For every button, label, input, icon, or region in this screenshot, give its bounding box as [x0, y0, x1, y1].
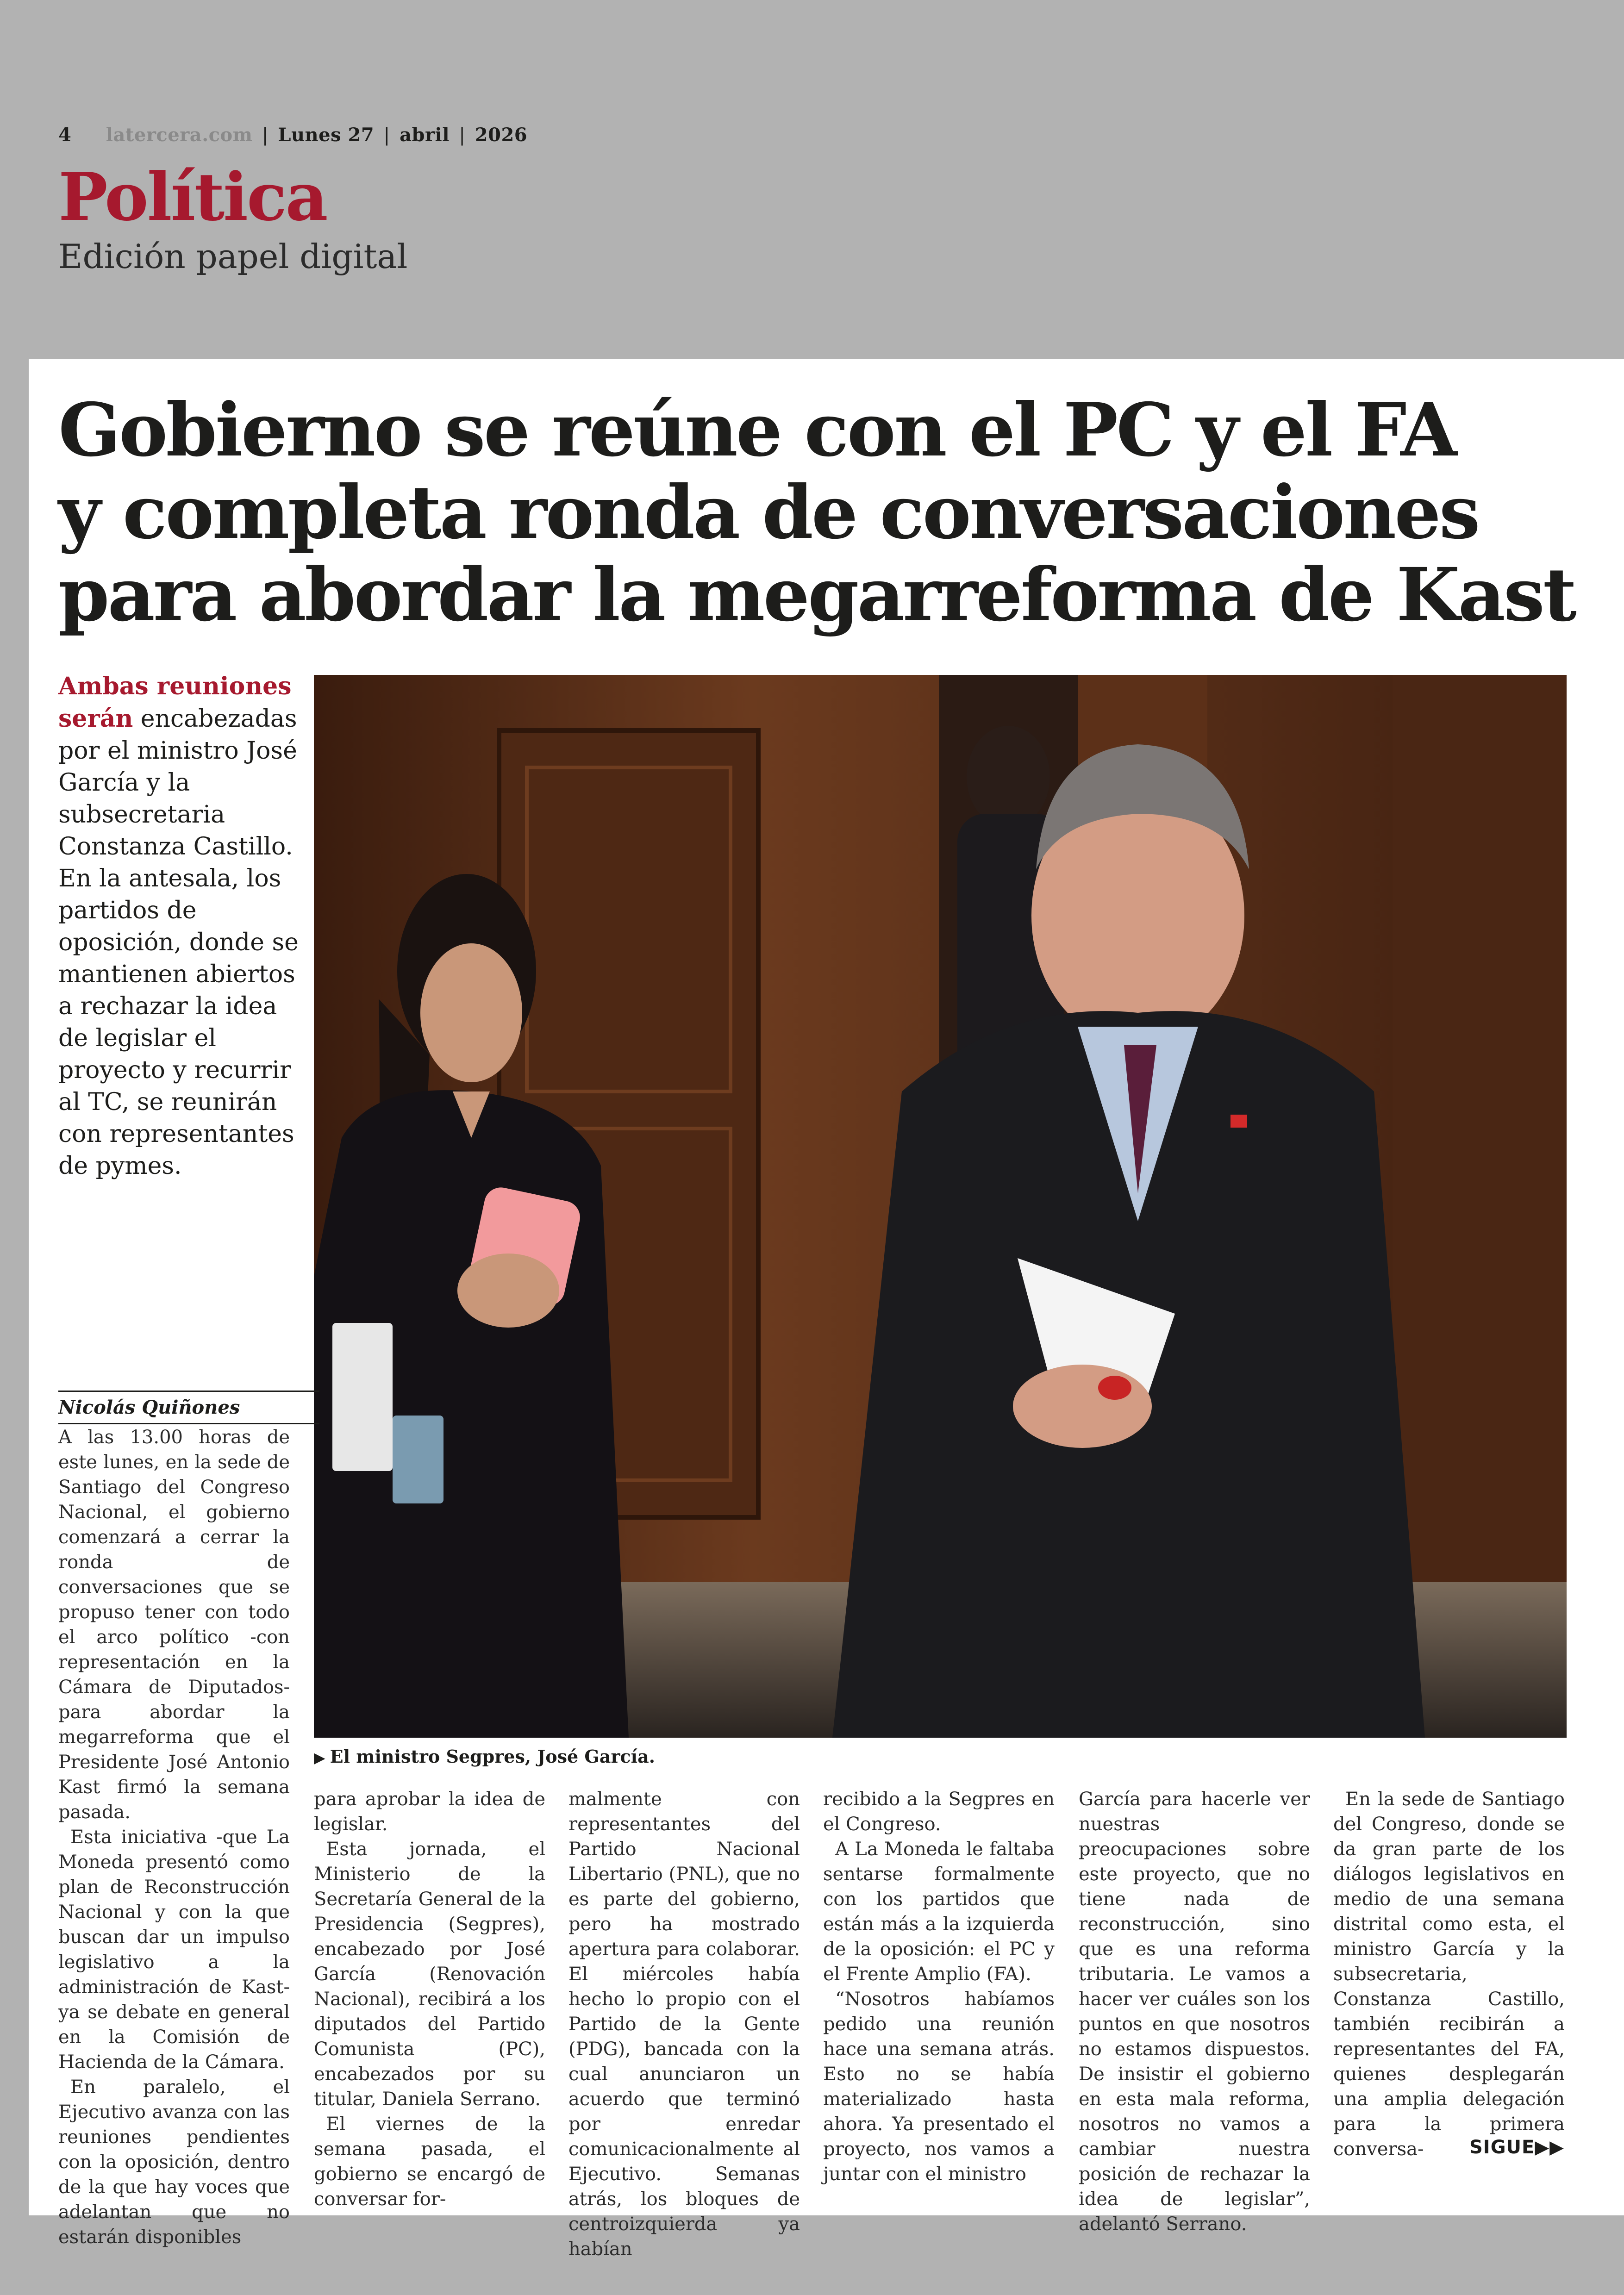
body-paragraph: Esta jornada, el Ministerio de la Secretaría General de la Presidencia (Segpres), encabezado por José García (Renovación Nacional), recibirá a los diputados del Partido Comunista (PC), encabezados por su titular, Daniela Serrano. [314, 1839, 545, 2110]
date-month: abril [400, 124, 450, 146]
edition-label: Edición papel digital [58, 237, 408, 276]
standfirst-lead: Ambas reuniones serán [58, 672, 292, 733]
page-number: 4 [58, 124, 72, 146]
body-paragraph: “Nosotros habíamos pedido una reunión hace una semana atrás. Esto no se había materializado hasta ahora. Ya presentado el proyecto, nos vamos a juntar con el ministro [823, 1989, 1055, 2185]
site-name[interactable]: latercera.com [106, 124, 253, 146]
caption-text: El ministro Segpres, José García. [330, 1746, 655, 1767]
newspaper-page [29, 359, 1624, 2260]
body-paragraph: para aprobar la idea de legislar. [314, 1789, 545, 1835]
photo-illustration [314, 675, 1567, 1738]
body-paragraph: El viernes de la semana pasada, el gobierno se encargó de conversar for- [314, 2114, 545, 2210]
byline-rule-bottom [58, 1423, 319, 1424]
standfirst-text: encabezadas por el ministro José García y la subsecretaria Constanza Castillo. En la antesala, los partidos de oposición, donde se mantienen abiertos a rechazar la idea de legislar el proyecto y recurrir al TC, se reunirán con representantes de pymes. [58, 705, 299, 1180]
body-paragraph: García para hacerle ver nuestras preocupaciones sobre este proyecto, que no tiene nada de reconstrucción, sino que es una reforma tributaria. Le vamos a hacer ver cuáles son los puntos en que nosotros no estamos dispuestos. De insistir el gobierno en esta mala reforma, nosotros no vamos a cambiar nuestra posición de rechazar la idea de legislar”, adelantó Serrano. [1079, 1789, 1310, 2235]
article-headline [58, 389, 1600, 636]
photo-caption [314, 1746, 1564, 1767]
byline: Nicolás Quiñones [58, 1397, 240, 1418]
date-year: 2026 [475, 124, 528, 146]
body-paragraph: En paralelo, el Ejecutivo avanza con las reuniones pendientes con la oposición, dentro de la que hay voces que adelantan que no estarán disponibles [58, 2077, 290, 2248]
body-column-4 [823, 1787, 1055, 2187]
headline-line: para abordar la megarreforma de Kast [58, 552, 1575, 638]
body-paragraph: Esta iniciativa -que La Moneda presentó como plan de Reconstrucción Nacional y con la que buscan dar un impulso legislativo a la administración de Kast- ya se debate en general en la Comisión de Hacienda de la Cámara. [58, 1827, 290, 2073]
body-column-6 [1333, 1787, 1565, 2162]
article-standfirst [58, 670, 299, 1182]
date-day: Lunes 27 [278, 124, 375, 146]
body-column-5 [1079, 1787, 1310, 2237]
body-paragraph: malmente con representantes del Partido Nacional Libertario (PNL), que no es parte del gobierno, pero ha mostrado apertura para colaborar. El miércoles había hecho lo propio con el Partido de la Gente (PDG), bancada con la cual anunciaron un acuerdo que terminó por enredar comunicacionalmente al Ejecutivo. Semanas atrás, los bloques de centroizquierda ya habían [568, 1789, 800, 2260]
section-title: Política [58, 159, 327, 236]
headline-line: y completa ronda de conversaciones [58, 470, 1479, 555]
body-paragraph: A La Moneda le faltaba sentarse formalmente con los partidos que están más a la izquierda de la oposición: el PC y el Frente Amplio (FA). [823, 1839, 1055, 1985]
page-header-line: 4 latercera.com | Lunes 27 | abril | 2026 [58, 124, 528, 146]
body-paragraph: A las 13.00 horas de este lunes, en la sede de Santiago del Congreso Nacional, el gobierno comenzará a cerrar la ronda de conversaciones que se propuso tener con todo el arco político -con representación en la Cámara de Diputados- para abordar la megarreforma que el Presidente José Antonio Kast firmó la semana pasada. [58, 1427, 290, 1823]
article-photo [314, 675, 1567, 1738]
body-paragraph: recibido a la Segpres en el Congreso. [823, 1789, 1055, 1835]
body-column-3 [568, 1787, 800, 2262]
continue-label: SIGUE▶▶ [1469, 2137, 1564, 2158]
headline-line: Gobierno se reúne con el PC y el FA [58, 387, 1455, 473]
body-column-2 [314, 1787, 545, 2212]
caption-arrow-icon: ▶ [314, 1749, 325, 1766]
body-column-1 [58, 1425, 290, 2250]
body-paragraph: En la sede de Santiago del Congreso, donde se da gran parte de los diálogos legislativos en medio de una semana distrital como esta, el ministro García y la subsecretaria, Constanza Castillo, también recibirán a representantes del FA, quienes desplegarán una amplia delegación para la primera conversa- [1333, 1789, 1565, 2160]
byline-block [58, 1391, 319, 1424]
